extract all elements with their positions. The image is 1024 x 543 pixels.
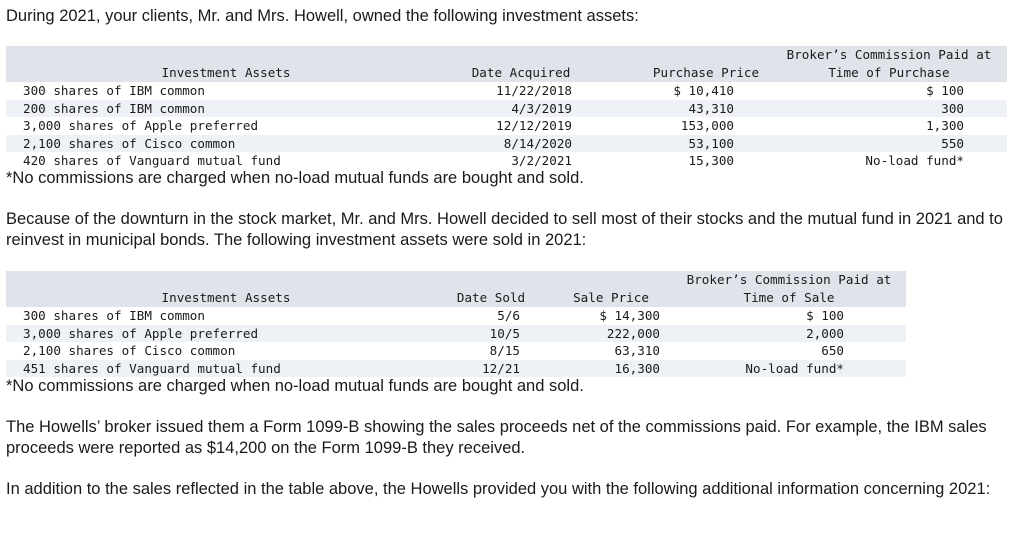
sale-decision-paragraph: Because of the downturn in the stock market, Mr. and Mrs. Howell decided to sell most of their stocks and the mutual fund in 2021 and to reinvest in municipal bonds. The following investment assets were sold in 2021: <box>6 210 1003 249</box>
table-row <box>6 307 906 325</box>
cell-asset: 2,100 shares of Cisco common <box>23 135 236 151</box>
cell-price: $ 10,410 <box>673 83 734 98</box>
intro-text: During 2021, your clients, Mr. and Mrs. Howell, owned the following investment assets: <box>6 7 639 25</box>
cell-asset: 300 shares of IBM common <box>23 83 205 98</box>
header-commission-line2: Time of Sale <box>743 290 835 305</box>
sold-assets-footnote: *No commissions are charged when no-load mutual funds are bought and sold. <box>6 377 584 395</box>
cell-date: 8/15 <box>489 343 520 358</box>
header-investment-assets: Investment Assets <box>161 290 291 305</box>
header-date-acquired: Date Acquired <box>471 65 571 80</box>
header-purchase-price: Purchase Price <box>652 65 760 80</box>
table-row <box>6 325 906 343</box>
sold-assets-header <box>6 271 906 307</box>
owned-assets-footnote: *No commissions are charged when no-load mutual funds are bought and sold. <box>6 169 584 187</box>
cell-price: 43,310 <box>688 100 734 116</box>
cell-price: 53,100 <box>688 135 734 151</box>
owned-assets-header <box>6 46 1007 82</box>
cell-price: $ 14,300 <box>599 308 660 323</box>
cell-date: 11/22/2018 <box>496 83 572 98</box>
cell-asset: 200 shares of IBM common <box>23 100 205 116</box>
header-investment-assets: Investment Assets <box>161 65 291 80</box>
cell-asset: 300 shares of IBM common <box>23 308 205 323</box>
cell-commission: $ 100 <box>806 308 844 323</box>
table-row <box>6 100 1007 118</box>
header-date-sold: Date Sold <box>456 290 526 305</box>
cell-price: 63,310 <box>614 343 660 358</box>
cell-date: 12/12/2019 <box>496 118 572 133</box>
cell-commission: 1,300 <box>926 118 964 133</box>
header-commission-line2: Time of Purchase <box>828 65 950 80</box>
form-1099b-paragraph: The Howells’ broker issued them a Form 1099-B showing the sales proceeds net of the commissions paid. For example, the IBM sales proceeds were reported as $14,200 on the Form 1099-B they received. <box>6 418 987 457</box>
cell-price: 153,000 <box>680 118 734 133</box>
header-sale-price: Sale Price <box>573 290 649 305</box>
cell-asset: 3,000 shares of Apple preferred <box>23 325 259 341</box>
cell-commission: 550 <box>941 135 964 151</box>
header-commission-line1: Broker’s Commission Paid at <box>786 47 992 62</box>
header-commission-line1: Broker’s Commission Paid at <box>686 272 892 287</box>
cell-commission: No-load fund* <box>745 360 844 376</box>
table-row <box>6 135 1007 153</box>
table-row <box>6 82 1007 100</box>
cell-asset: 451 shares of Vanguard mutual fund <box>23 360 281 376</box>
cell-commission: 650 <box>821 343 844 358</box>
cell-price: 15,300 <box>688 153 734 168</box>
cell-commission: No-load fund* <box>865 153 964 168</box>
cell-asset: 420 shares of Vanguard mutual fund <box>23 153 281 168</box>
cell-price: 222,000 <box>606 325 660 341</box>
cell-asset: 3,000 shares of Apple preferred <box>23 118 259 133</box>
cell-date: 12/21 <box>482 360 520 376</box>
cell-commission: 300 <box>941 100 964 116</box>
owned-assets-table <box>6 46 1007 170</box>
sold-assets-table <box>6 271 906 377</box>
cell-date: 5/6 <box>497 308 520 323</box>
cell-commission: $ 100 <box>926 83 964 98</box>
cell-date: 4/3/2019 <box>511 100 572 116</box>
cell-commission: 2,000 <box>806 325 844 341</box>
table-row <box>6 360 906 378</box>
table-row <box>6 342 906 360</box>
cell-date: 10/5 <box>489 325 520 341</box>
additional-info-paragraph: In addition to the sales reflected in the table above, the Howells provided you with the following additional information concerning 2021: <box>6 480 991 498</box>
cell-asset: 2,100 shares of Cisco common <box>23 343 236 358</box>
table-row <box>6 117 1007 135</box>
table-row <box>6 152 1007 170</box>
cell-date: 8/14/2020 <box>503 135 572 151</box>
cell-price: 16,300 <box>614 360 660 376</box>
cell-date: 3/2/2021 <box>511 153 572 168</box>
